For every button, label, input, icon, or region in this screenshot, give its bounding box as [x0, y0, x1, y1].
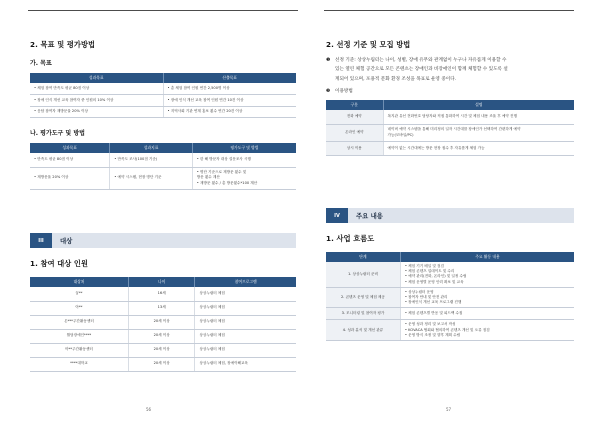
left-top-rule [28, 10, 298, 11]
table-cell: • 체험 참여 만족도 평균 80점 이상 [30, 83, 163, 95]
table-cell: 3. 모니터링 및 참여자 평가 [326, 308, 400, 320]
section-title: 대상 [60, 237, 73, 245]
table-cell: 복지관 유선 전화번호 담당자와 직접 통화하여 시간 및 체험 내용 조율 후 예약 진행 [383, 110, 574, 124]
criteria-line: 선정 기준: 상상누림터는 나이, 성별, 장애 유무와 관계없이 누구나 자유롭게 이용할 수 [335, 58, 507, 63]
table-row [30, 329, 296, 343]
table-cell: 아** [30, 301, 128, 315]
table-header: 단계 [326, 252, 400, 262]
table-cell: • 장애 인식 개선 교육 참여자 중 인원의 10% 이상 [30, 95, 163, 107]
goals-table [30, 73, 296, 118]
bullet-circle-icon: ❶ [326, 58, 331, 63]
table-row [326, 262, 574, 287]
table-cell: 2. 콘텐츠 운영 및 체험 제공 [326, 287, 400, 308]
table-row [326, 320, 574, 341]
table-cell: 20세 이상 [128, 329, 195, 343]
table-row [30, 287, 296, 301]
participants-heading: 1. 참여 대상 인원 [30, 259, 88, 268]
table-cell: 예약이 없는 시간대에는 방문 현장 접수 후 자유롭게 체험 가능 [383, 141, 574, 155]
table-row [326, 287, 574, 308]
criteria-line: 계되어 있으며, 포용적 문화 환경 조성을 목표로 운영 중이다. [335, 76, 457, 82]
section-number: III [30, 233, 52, 248]
table-cell: 온라인 예약 [326, 124, 383, 141]
bullet-circle-icon: ❷ [326, 88, 331, 94]
flow-block [326, 234, 574, 341]
table-cell: 20세 이상 [128, 343, 195, 357]
table-cell: 1. 상상누림터 준비 [326, 262, 400, 287]
table-cell: 전화 예약 [326, 110, 383, 124]
table-header: 평가도구 및 방법 [192, 143, 296, 153]
section-banner-content [326, 208, 574, 223]
table-row [30, 301, 296, 315]
table-cell: 월담장애인**** [30, 329, 128, 343]
table-header: 설명 [383, 100, 574, 110]
table-cell: 16세 [128, 287, 195, 301]
table-row [30, 315, 296, 329]
table-cell: 상상누림터 체험, 장애이해교육 [195, 357, 296, 371]
table-header: 대상처 [30, 277, 128, 287]
table-header: 참여프로그램 [195, 277, 296, 287]
table-header: 산출목표 [163, 73, 296, 83]
section-title: 주요 내용 [356, 212, 383, 220]
table-cell: 상상누림터 체험 [195, 301, 296, 315]
table-row [326, 124, 574, 141]
table-header: 성과목표 [30, 73, 163, 83]
page-number-left: 56 [146, 407, 152, 412]
table-cell: 아**주간활동센터 [30, 343, 128, 357]
table-cell: 상상누림터 체험 [195, 329, 296, 343]
table-row [326, 141, 574, 155]
table-header: 성과목표 [30, 143, 110, 153]
goals-subheading: 가. 목표 [30, 60, 52, 67]
left-page [30, 40, 296, 190]
table-row [30, 357, 296, 371]
table-cell: • 만족도 조사(100점 기준) [110, 153, 192, 167]
table-cell: 네이버 예약 시스템을 통해 미리정의 일자 시간대를 장애인가 선택하여 간편하게 예약 가능(모바일/PC) [383, 124, 574, 141]
table-cell: • 명단 기준으로 재방문 횟수 및 방문 횟수 계산 • 재방문 횟수 / 총 방문횟수*100 계산 [192, 167, 296, 189]
table-header: 성과지표 [110, 143, 192, 153]
selection-heading: 2. 선정 기준 및 모집 방법 [326, 40, 411, 49]
table-cell: • 체험 콘텐츠별 반응 및 피드백 수집 [400, 308, 574, 320]
table-cell: • 한 해 방문자 대상 설문조사 시행 [192, 153, 296, 167]
table-cell: 20세 이상 [128, 357, 195, 371]
usage-method-item [326, 87, 574, 96]
participants-table [30, 277, 296, 372]
table-row [326, 110, 574, 124]
table-row [30, 153, 296, 167]
table-cell: 상시 이용 [326, 141, 383, 155]
usage-method-label: 이용방법 [335, 88, 353, 94]
table-cell: 상상누림터 체험 [195, 343, 296, 357]
business-flow-table [326, 252, 574, 341]
table-cell: 20세 이상 [128, 315, 195, 329]
page-number-right: 57 [446, 407, 452, 412]
table-row [326, 308, 574, 320]
table-row [30, 95, 296, 107]
table-cell: • 응답 참여자 재방문율 20% 이상 [30, 106, 163, 118]
table-row [30, 106, 296, 118]
criteria-text [335, 56, 508, 84]
table-cell: • 상상누림터 운영 • 참여자 안내 및 안전 관리 • 장애인식 개선 교육 프로그램 진행 [400, 287, 574, 308]
table-cell: • 예약 시스템, 현장 명단 기준 [110, 167, 192, 189]
table-cell: • 재방문율 20% 이상 [30, 167, 110, 189]
section-banner-target [30, 233, 296, 248]
table-header: 주요 활동 내용 [400, 252, 574, 262]
table-cell: 상상누림터 체험 [195, 287, 296, 301]
goals-section-heading: 2. 목표 및 평가방법 [30, 40, 96, 49]
table-cell: 꿈** [30, 287, 128, 301]
criteria-line: 있는 열린 체험 공간으로 모든 콘텐츠는 장애인과 비장애인이 함께 체험할 수 있도록 설 [335, 67, 508, 73]
participants-block [30, 259, 296, 372]
table-cell: ****대학교 [30, 357, 128, 371]
section-number: IV [326, 208, 348, 223]
table-header: 나이 [128, 277, 195, 287]
table-cell: • 지역사회 기관 연계 홍보 횟수 연간 20건 이상 [163, 106, 296, 118]
criteria-paragraph [326, 56, 574, 84]
table-cell: • 운영 성과 정리 및 보고서 작성 • KOVACA 협회와 협의하여 콘텐츠 개선 및 오류 점검 • 운영 방식 조정 및 향후 계획 수립 [400, 320, 574, 341]
table-cell: 온***주간활동센터 [30, 315, 128, 329]
table-header: 구분 [326, 100, 383, 110]
table-cell: • 장애 인식 개선 교육 참여 인원 연간 10건 이상 [163, 95, 296, 107]
evaluation-tools-table [30, 143, 296, 190]
table-row [30, 83, 296, 95]
usage-methods-table [326, 100, 574, 156]
tools-subheading: 나. 평가도구 및 방법 [30, 130, 85, 137]
flow-heading: 1. 사업 흐름도 [326, 234, 375, 243]
table-cell: • 총 체험 참여 인원 연간 2,500명 이상 [163, 83, 296, 95]
table-cell: 상상누림터 체험 [195, 315, 296, 329]
table-cell: 4. 성과 분석 및 개선 관류 [326, 320, 400, 341]
right-page [326, 40, 574, 156]
table-cell: • 체험 기기 배일 및 점검 • 체험 콘텐츠 업데이트 및 수리 • 예약 관리(전화, 온라인) 및 일정 수립 • 체험 운영별 운영 인력 확보 및 교육 [400, 262, 574, 287]
right-top-rule [324, 10, 574, 11]
table-row [30, 167, 296, 189]
table-cell: • 만족도 평균 80점 이상 [30, 153, 110, 167]
table-cell: 13세 [128, 301, 195, 315]
table-row [30, 343, 296, 357]
